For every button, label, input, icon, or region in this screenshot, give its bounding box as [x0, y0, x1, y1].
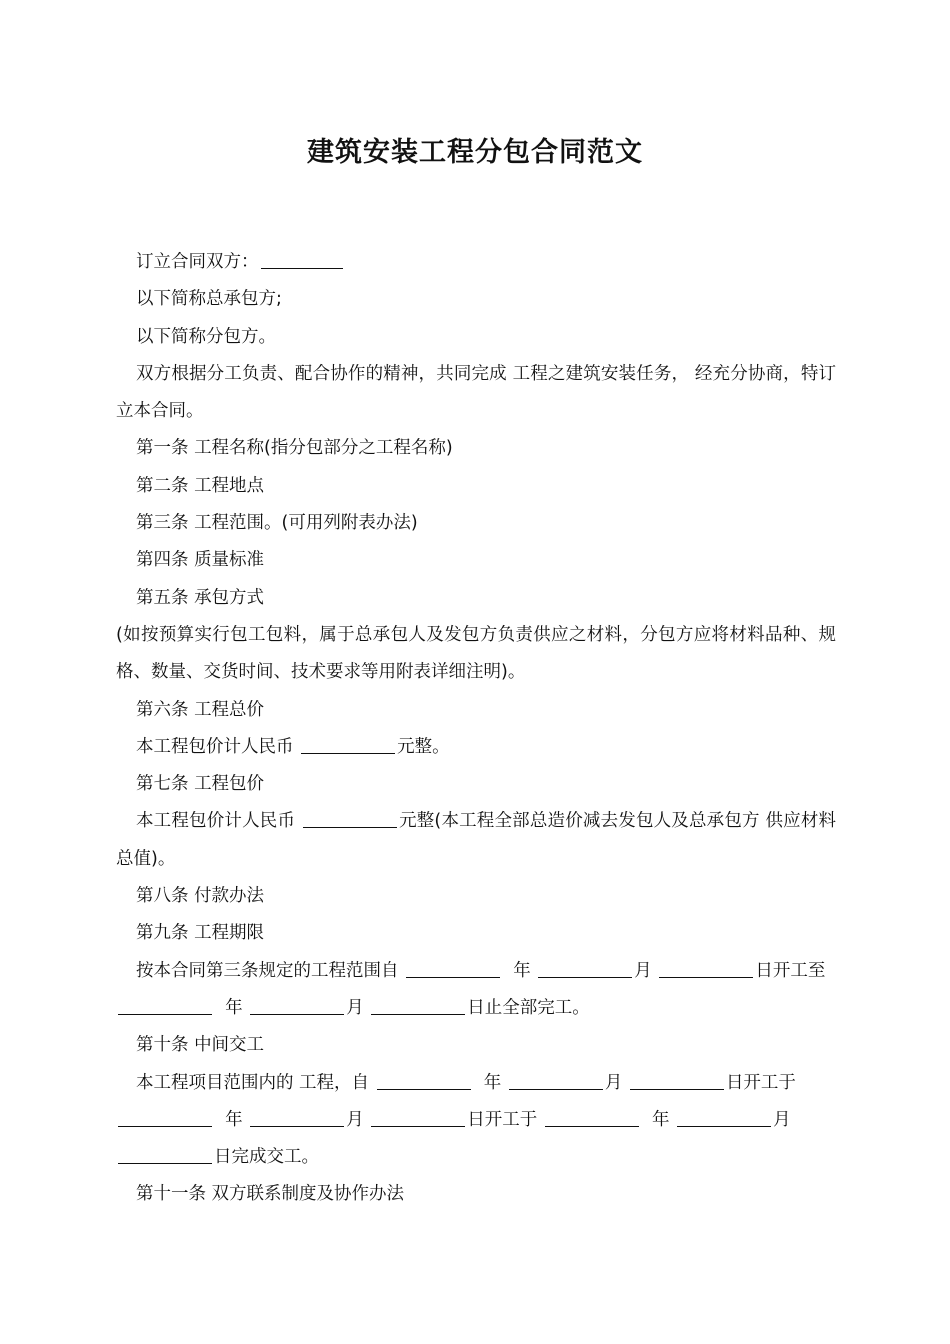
article-7-paragraph: 本工程包价计人民币 元整(本工程全部总造价减去发包人及总承包方 供应材料总值)。	[116, 811, 836, 869]
date-blank[interactable]	[377, 1071, 471, 1090]
date-blank[interactable]	[371, 996, 465, 1015]
contract-parties-line: 订立合同双方：	[116, 244, 836, 281]
date-blank[interactable]	[406, 959, 500, 978]
article-1-heading: 第一条 工程名称(指分包部分之工程名称)	[136, 438, 453, 459]
article-8-heading: 第八条 付款办法	[136, 886, 265, 907]
amount-blank[interactable]	[303, 810, 397, 829]
date-blank[interactable]	[509, 1071, 603, 1090]
article-9-heading: 第九条 工程期限	[136, 923, 265, 944]
article-11-heading: 第十一条 双方联系制度及协作办法	[136, 1184, 405, 1205]
article-3-heading: 第三条 工程范围。(可用列附表办法)	[136, 513, 418, 534]
date-blank[interactable]	[250, 996, 344, 1015]
subcontractor-line: 以下简称分包方。	[136, 326, 276, 347]
date-blank[interactable]	[677, 1108, 771, 1127]
date-blank[interactable]	[250, 1108, 344, 1127]
document-body	[116, 244, 836, 1214]
document-title: 建筑安装工程分包合同范文	[307, 137, 643, 168]
date-blank[interactable]	[118, 1108, 212, 1127]
article-6-heading: 第六条 工程总价	[136, 699, 265, 720]
date-blank[interactable]	[538, 959, 632, 978]
party-blank[interactable]	[261, 251, 343, 270]
date-blank[interactable]	[118, 1146, 212, 1165]
article-10-heading: 第十条 中间交工	[136, 1035, 265, 1056]
amount-blank[interactable]	[301, 735, 395, 754]
date-blank[interactable]	[630, 1071, 724, 1090]
date-blank[interactable]	[545, 1108, 639, 1127]
article-4-heading: 第四条 质量标准	[136, 550, 265, 571]
general-contractor-line: 以下简称总承包方;	[136, 289, 282, 310]
article-5-paragraph: (如按预算实行包工包料，属于总承包人及发包方负责供应之材料，分包方应将材料品种、规格、数量、交货时间、技术要求等用附表详细注明)。	[116, 624, 836, 683]
article-2-heading: 第二条 工程地点	[136, 475, 265, 496]
date-blank[interactable]	[371, 1108, 465, 1127]
article-7-heading: 第七条 工程包价	[136, 774, 265, 795]
date-blank[interactable]	[659, 959, 753, 978]
article-9-paragraph: 按本合同第三条规定的工程范围自 年 月 日开工至 年 月 日止全部完工。	[116, 953, 836, 1028]
article-5-heading: 第五条 承包方式	[136, 587, 265, 608]
article-10-paragraph: 本工程项目范围内的 工程，自 年 月 日开工于 年 月 日开工于 年 月 日完成交工。	[116, 1065, 836, 1177]
preamble-paragraph: 双方根据分工负责、配合协作的精神，共同完成 工程之建筑安装任务， 经充分协商，特订立本合同。	[116, 363, 836, 422]
date-blank[interactable]	[118, 996, 212, 1015]
article-6-paragraph: 本工程包价计人民币 元整。	[136, 736, 450, 757]
